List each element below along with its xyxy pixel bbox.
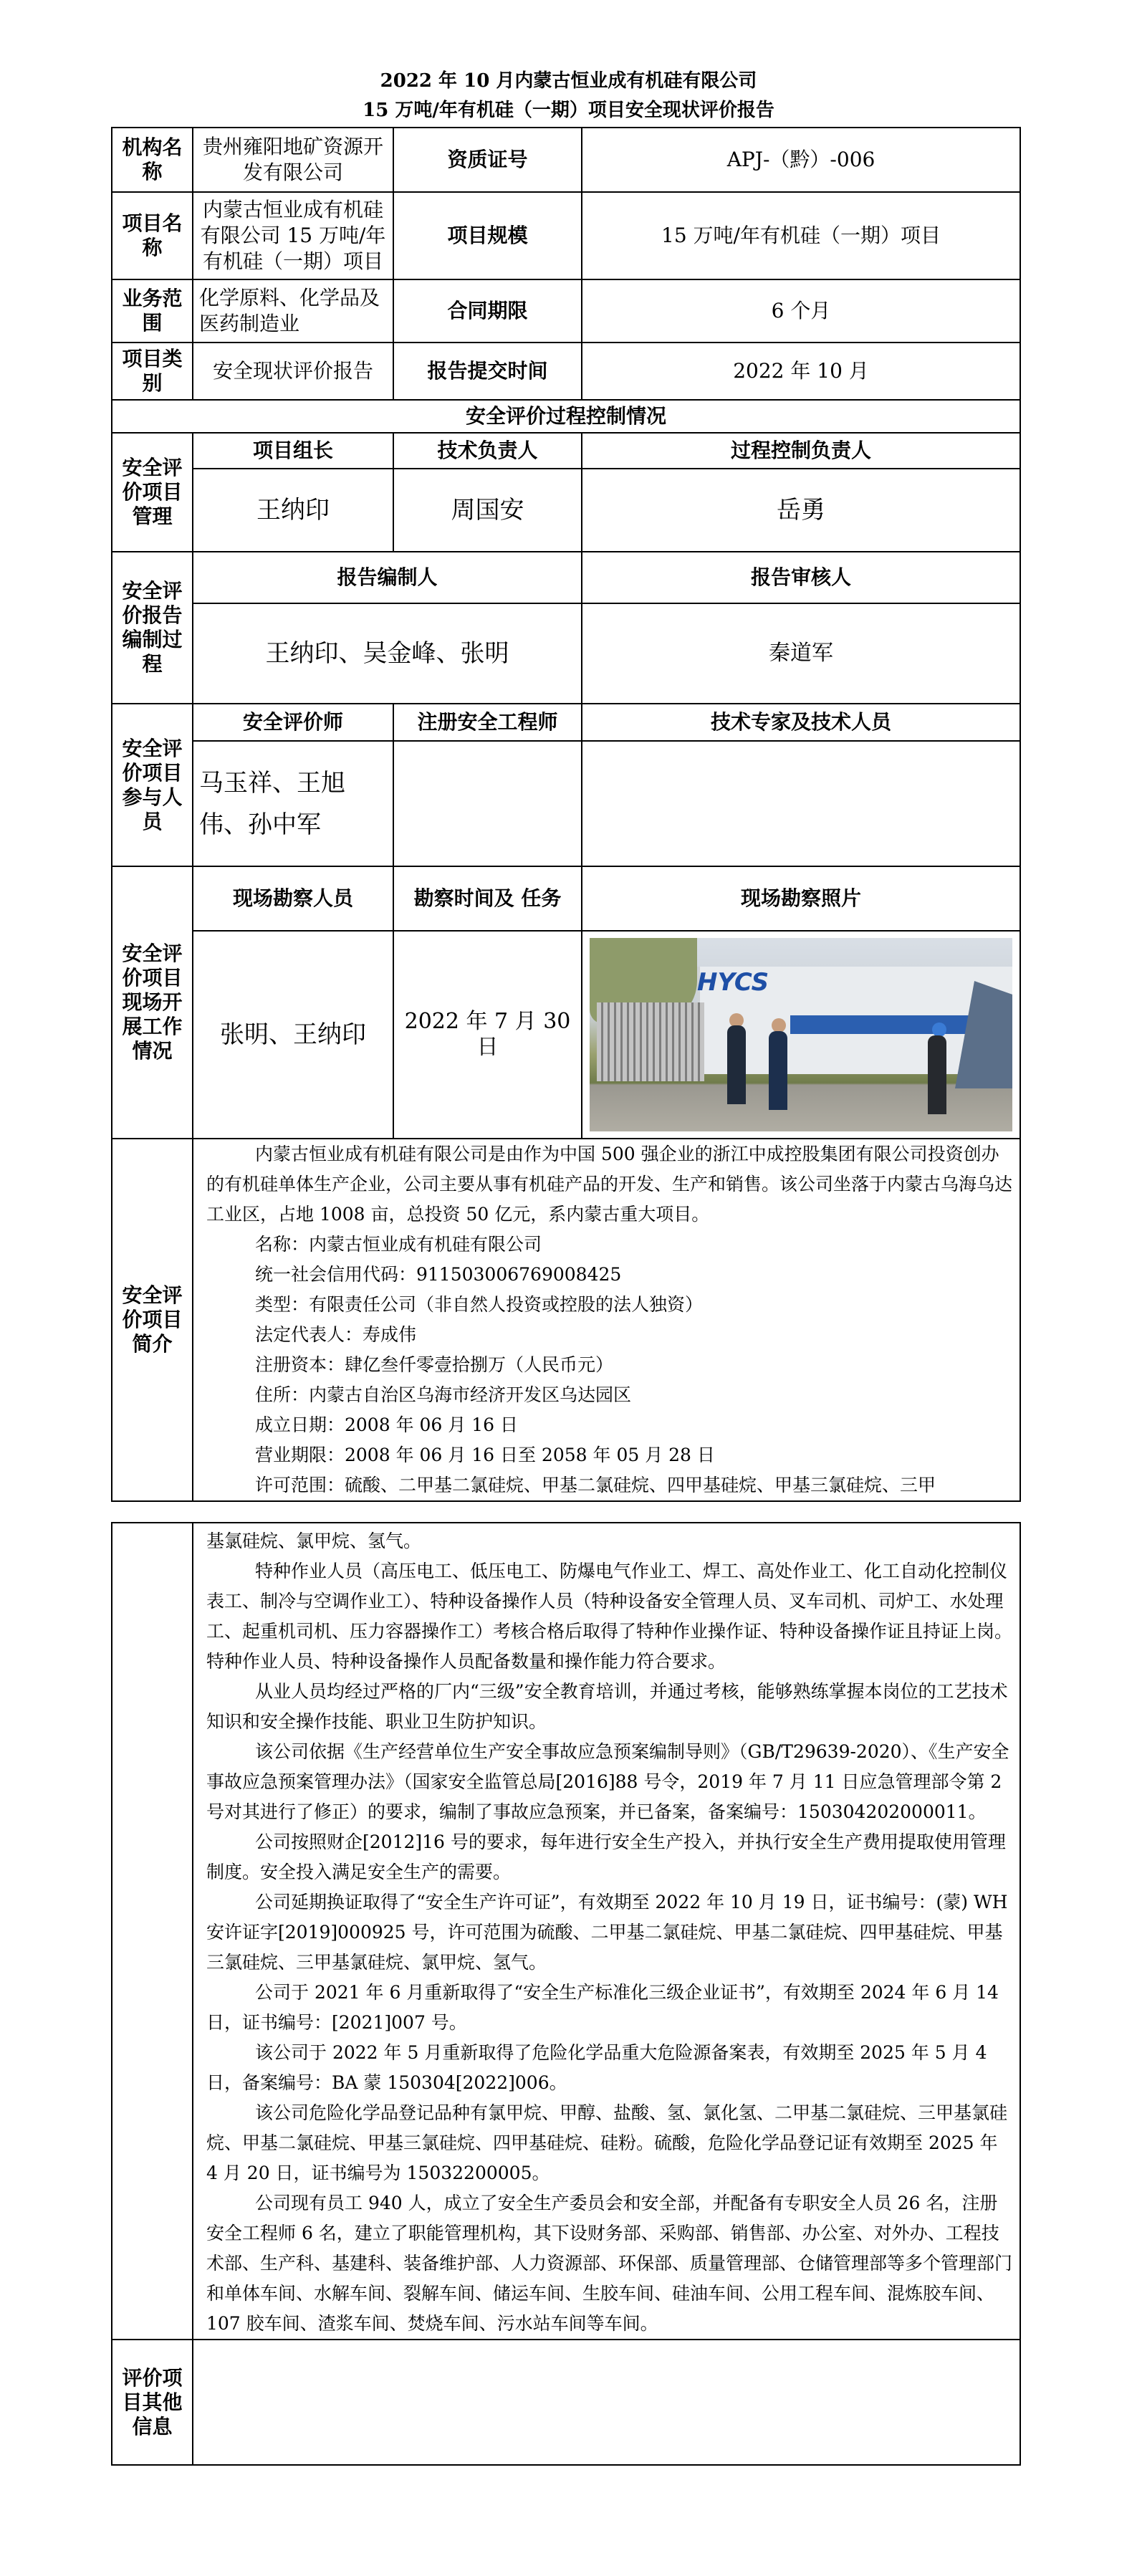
- members-engineers: [393, 741, 582, 866]
- intro-scope-cont: 基氯硅烷、氯甲烷、氢气。: [206, 1531, 422, 1551]
- report-title-line1: 2022 年 10 月内蒙古恒业成有机硅有限公司: [380, 70, 757, 92]
- project-scale-value: 15 万吨/年有机硅（一期）项目: [582, 192, 1020, 279]
- intro-label: 安全评价项目简介: [112, 1139, 193, 1501]
- site-photo: [590, 938, 1012, 1131]
- project-name-label: 项目名称: [112, 192, 193, 279]
- compile-header-reviewer: 报告审核人: [582, 552, 1020, 603]
- site-time: 2022 年 7 月 30 日: [393, 931, 582, 1139]
- site-header-time: 勘察时间及 任务: [393, 866, 582, 931]
- members-header-evaluator: 安全评价师: [193, 704, 393, 741]
- intro-line-address: 住所：内蒙古自治区乌海市经济开发区乌达园区: [255, 1384, 632, 1405]
- report-title-line2: 15 万吨/年有机硅（一期）项目安全现状评价报告: [363, 100, 774, 121]
- submit-time-value: 2022 年 10 月: [582, 343, 1020, 400]
- intro-para-safety-license: 公司延期换证取得了“安全生产许可证”，有效期至 2022 年 10 月 19 日，证书编号：(蒙) WH 安许证字[2019]000925 号，许可范围为硫酸、二甲基二氯硅烷、甲基二氯硅烷、四甲基硅烷、甲基三氯硅烷、三甲基氯硅烷、氯甲烷、氢气。: [206, 1892, 1008, 1973]
- org-value: 贵州雍阳地矿资源开发有限公司: [193, 128, 393, 192]
- site-header-people: 现场勘察人员: [193, 866, 393, 931]
- compile-authors: 王纳印、吴金峰、张明: [193, 603, 582, 704]
- intro-para-special-workers: 特种作业人员（高压电工、低压电工、防爆电气作业工、焊工、高处作业工、化工自动化控制仪表工、制冷与空调作业工）、特种设备操作人员（特种设备安全管理人员、叉车司机、司炉工、水处理工、起重机司机、压力容器操作工）考核合格后取得了特种作业操作证、特种设备操作证且持证上岗。特种作业人员、特种设备操作人员配备数量和操作能力符合要求。: [206, 1561, 1013, 1672]
- mgmt-header-control: 过程控制负责人: [582, 433, 1020, 469]
- intro-para-standardization: 公司于 2021 年 6 月重新取得了“安全生产标准化三级企业证书”，有效期至 2024 年 6 月 14 日，证书编号：[2021]007 号。: [206, 1982, 999, 2033]
- mgmt-leader: 王纳印: [193, 469, 393, 552]
- mgmt-header-tech: 技术负责人: [393, 433, 582, 469]
- intro-line-capital: 注册资本：肆亿叁仟零壹拾捌万（人民币元）: [255, 1354, 614, 1375]
- members-label: 安全评价项目参与人员: [112, 704, 193, 866]
- business-scope-label: 业务范围: [112, 279, 193, 343]
- intro-para-hazard-filing: 该公司于 2022 年 5 月重新取得了危险化学品重大危险源备案表，有效期至 2025 年 5 月 4 日，备案编号：BA 蒙 150304[2022]006。: [206, 2042, 987, 2093]
- intro-para-emergency-plan: 该公司依据《生产经营单位生产安全事故应急预案编制导则》（GB/T29639-2020）、《生产安全事故应急预案管理办法》（国家安全监管总局[2016]88 号令，2019 年 7 月 11 日应急管理部令第 2 号对其进行了修正）的要求，编制了事故应急预案，并已备案，备案编号：150304202000011。: [206, 1741, 1009, 1822]
- members-header-engineer: 注册安全工程师: [393, 704, 582, 741]
- cert-label: 资质证号: [393, 128, 582, 192]
- photo-sign: HYCS: [697, 968, 769, 997]
- other-info-value: [193, 2340, 1020, 2465]
- intro-para1: 内蒙古恒业成有机硅有限公司是由作为中国 500 强企业的浙江中成控股集团有限公司投资创办的有机硅单体生产企业，公司主要从事有机硅产品的开发、生产和销售。该公司坐落于内蒙古乌海乌达工业区，占地 1008 亩，总投资 50 亿元，系内蒙古重大项目。: [206, 1144, 1013, 1225]
- intro-line-founded: 成立日期：2008 年 06 月 16 日: [255, 1414, 518, 1435]
- intro-line-name: 名称：内蒙古恒业成有机硅有限公司: [255, 1234, 542, 1255]
- other-info-label: 评价项目其他信息: [112, 2340, 193, 2465]
- report-table-page2: [111, 1522, 1021, 2466]
- site-header-photo: 现场勘察照片: [582, 866, 1020, 931]
- intro-line-term: 营业期限：2008 年 06 月 16 日至 2058 年 05 月 28 日: [255, 1445, 715, 1465]
- compile-label: 安全评价报告编制过程: [112, 552, 193, 704]
- intro-line-credit-code: 统一社会信用代码：911503006769008425: [255, 1264, 622, 1285]
- business-scope-value: 化学原料、化学品及医药制造业: [193, 279, 393, 343]
- intro-para-chemical-registration: 该公司危险化学品登记品种有氯甲烷、甲醇、盐酸、氢、氯化氢、二甲基二氯硅烷、三甲基氯硅烷、甲基二氯硅烷、甲基三氯硅烷、四甲基硅烷、硅粉。硫酸，危险化学品登记证有效期至 2025 年 4 月 20 日，证书编号为 15032200005。: [206, 2102, 1008, 2183]
- mgmt-header-leader: 项目组长: [193, 433, 393, 469]
- mgmt-label: 安全评价项目管理: [112, 433, 193, 552]
- intro-para-training: 从业人员均经过严格的厂内“三级”安全教育培训，并通过考核，能够熟练掌握本岗位的工艺技术知识和安全操作技能、职业卫生防护知识。: [206, 1681, 1008, 1732]
- mgmt-tech: 周国安: [393, 469, 582, 552]
- org-label: 机构名称: [112, 128, 193, 192]
- section-title: 安全评价过程控制情况: [112, 400, 1020, 433]
- intro-text-part2: [193, 1523, 1020, 2340]
- site-label: 安全评价项目现场开展工作情况: [112, 866, 193, 1139]
- project-scale-label: 项目规模: [393, 192, 582, 279]
- site-photo-cell: [582, 931, 1020, 1139]
- intro-para-organization: 公司现有员工 940 人，成立了安全生产委员会和安全部，并配备有专职安全人员 26 名，注册安全工程师 6 名，建立了职能管理机构，其下设财务部、采购部、销售部、办公室、对外办、工程技术部、生产科、基建科、装备维护部、人力资源部、环保部、质量管理部、仓储管理部等多个管理部门和单体车间、水解车间、裂解车间、储运车间、生胶车间、硅油车间、公用工程车间、混炼胶车间、107 胶车间、渣浆车间、焚烧车间、污水站车间等车间。: [206, 2193, 1013, 2334]
- project-type-value: 安全现状评价报告: [193, 343, 393, 400]
- cert-value: APJ-（黔）-006: [582, 128, 1020, 192]
- contract-period-label: 合同期限: [393, 279, 582, 343]
- mgmt-control: 岳勇: [582, 469, 1020, 552]
- members-evaluators: 马玉祥、王旭伟、孙中军: [193, 741, 393, 866]
- report-table-page1: [111, 127, 1021, 1502]
- compile-reviewer: 秦道军: [582, 603, 1020, 704]
- project-name-value: 内蒙古恒业成有机硅有限公司 15 万吨/年有机硅（一期）项目: [193, 192, 393, 279]
- intro-line-scope: 许可范围：硫酸、二甲基二氯硅烷、甲基二氯硅烷、四甲基硅烷、甲基三氯硅烷、三甲: [255, 1475, 936, 1495]
- contract-period-value: 6 个月: [582, 279, 1020, 343]
- members-experts: [582, 741, 1020, 866]
- intro-line-type: 类型：有限责任公司（非自然人投资或控股的法人独资）: [255, 1294, 704, 1315]
- intro-line-legal-rep: 法定代表人：寿成伟: [255, 1324, 417, 1345]
- intro-text-part1: [193, 1139, 1020, 1501]
- compile-header-author: 报告编制人: [193, 552, 582, 603]
- site-people: 张明、王纳印: [193, 931, 393, 1139]
- project-type-label: 项目类别: [112, 343, 193, 400]
- intro-para-safety-investment: 公司按照财企[2012]16 号的要求，每年进行安全生产投入，并执行安全生产费用提取使用管理制度。安全投入满足安全生产的需要。: [206, 1832, 1006, 1882]
- submit-time-label: 报告提交时间: [393, 343, 582, 400]
- members-header-experts: 技术专家及技术人员: [582, 704, 1020, 741]
